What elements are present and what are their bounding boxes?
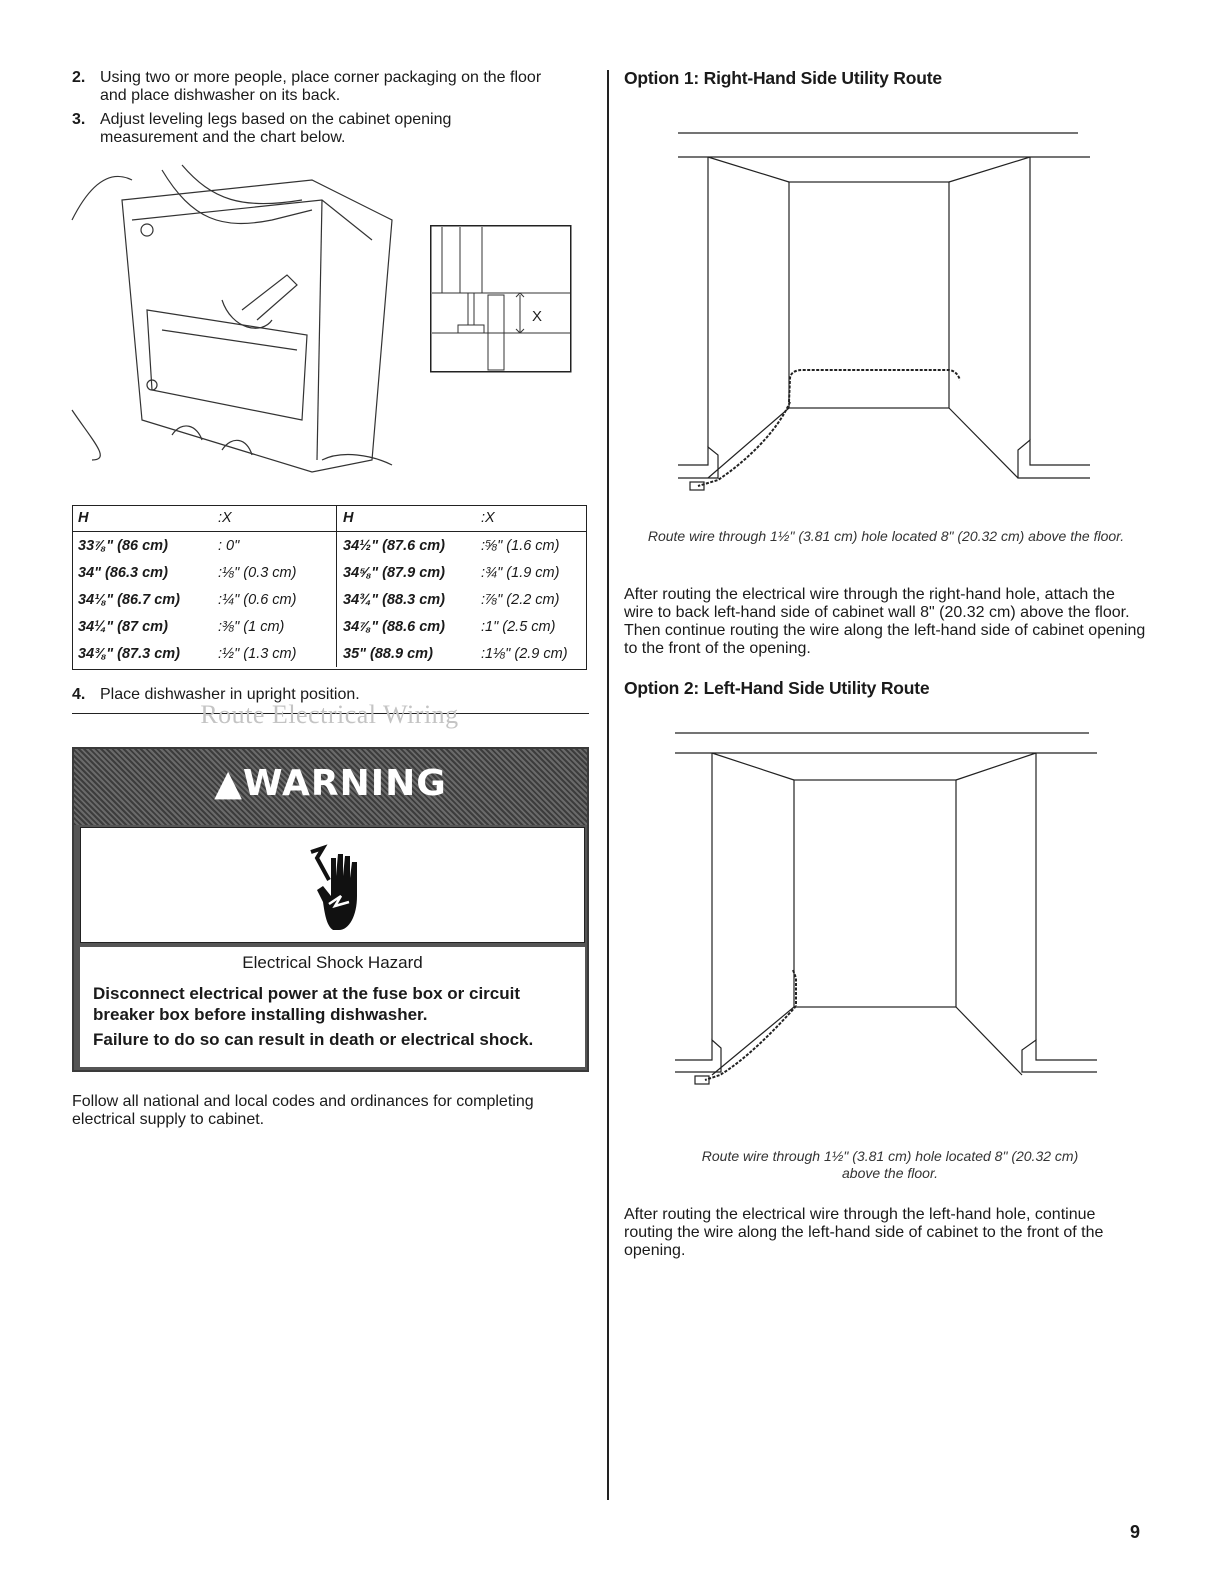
table-cell: :⅜" (1 cm) <box>218 618 285 635</box>
table-row <box>72 586 587 613</box>
warning-box <box>72 747 589 1072</box>
option-2-caption: Route wire through 1½" (3.81 cm) hole located 8" (20.32 cm) above the floor. <box>701 1148 1079 1181</box>
step-4-number: 4. <box>72 686 86 703</box>
electrical-shock-icon <box>309 846 369 932</box>
table-row <box>72 613 587 640</box>
warning-triangle-icon: ▲ <box>214 763 243 804</box>
table-cell: 33⅞" (86 cm) <box>78 537 168 554</box>
option-1-heading: Option 1: Right-Hand Side Utility Route <box>624 68 942 88</box>
table-row <box>72 559 587 586</box>
table-cell: 34⅝" (87.9 cm) <box>337 559 476 586</box>
table-cell: 34¼" (87 cm) <box>78 618 168 635</box>
table-cell: :1⅛" (2.9 cm) <box>481 645 568 662</box>
table-cell: 34¾" (88.3 cm) <box>337 586 476 613</box>
leg-x-label: X <box>532 308 543 325</box>
chart-header-x: :X <box>475 505 587 532</box>
table-cell: :¾" (1.9 cm) <box>481 564 560 581</box>
table-cell: :⅞" (2.2 cm) <box>481 591 560 608</box>
table-cell: :1" (2.5 cm) <box>481 618 556 635</box>
chart-header-x: :X <box>212 505 337 532</box>
option-1-cabinet-diagram <box>678 130 1093 500</box>
table-row <box>72 640 587 667</box>
table-cell: 34⅞" (88.6 cm) <box>337 613 476 640</box>
column-divider <box>607 70 609 1500</box>
step-2-number: 2. <box>72 69 86 86</box>
table-cell: 35" (88.9 cm) <box>337 640 476 667</box>
table-cell: 34⅛" (86.7 cm) <box>78 591 180 608</box>
dishwasher-leveling-illustration <box>72 160 402 480</box>
page-number: 9 <box>1130 1522 1141 1542</box>
warning-message-1: Disconnect electrical power at the fuse box or circuit breaker box before installing dishwasher. <box>93 984 521 1024</box>
chart-header-row <box>72 505 587 532</box>
warning-label-text: WARNING <box>242 763 447 804</box>
warning-text-panel <box>80 947 585 1067</box>
chart-header-h: H <box>72 505 212 532</box>
table-cell: :¼" (0.6 cm) <box>218 591 297 608</box>
table-cell: :⅛" (0.3 cm) <box>218 564 297 581</box>
table-cell: 34½" (87.6 cm) <box>337 532 476 560</box>
table-cell: : 0" <box>218 537 240 554</box>
option-2-body: After routing the electrical wire through the left-hand hole, continue routing the wire along the left-hand side of cabinet to the front of the opening. <box>624 1206 1104 1259</box>
warning-header <box>74 749 587 825</box>
table-cell: 34" (86.3 cm) <box>78 564 168 581</box>
section-title: Route Electrical Wiring <box>200 700 459 729</box>
option-1-caption: Route wire through 1½" (3.81 cm) hole located 8" (20.32 cm) above the floor. <box>647 528 1125 544</box>
option-2-cabinet-diagram <box>675 730 1100 1090</box>
table-cell: :⅝" (1.6 cm) <box>481 537 560 554</box>
warning-icon-panel <box>80 827 585 943</box>
table-cell: :½" (1.3 cm) <box>218 645 297 662</box>
option-2-heading: Option 2: Left-Hand Side Utility Route <box>624 678 930 698</box>
option-1-body: After routing the electrical wire through the right-hand hole, attach the wire to back left-hand side of cabinet wall 8" (20.32 cm) above the floor. Then continue routing the wire along the left-hand side of cabinet opening to the front of the opening. <box>624 586 1146 657</box>
hazard-title: Electrical Shock Hazard <box>242 953 423 972</box>
follow-codes-text: Follow all national and local codes and ordinances for completing electrical supply to cabinet. <box>72 1093 534 1128</box>
warning-message-2: Failure to do so can result in death or electrical shock. <box>93 1030 534 1049</box>
step-4-text: Place dishwasher in upright position. <box>100 686 360 703</box>
warning-label <box>74 763 587 804</box>
step-2-text: Using two or more people, place corner packaging on the floor and place dishwasher on its back. <box>100 69 542 104</box>
leveling-leg-detail <box>430 225 572 373</box>
step-3-number: 3. <box>72 111 86 128</box>
step-3-text: Adjust leveling legs based on the cabinet opening measurement and the chart below. <box>100 111 452 146</box>
table-cell: 34⅜" (87.3 cm) <box>78 645 180 662</box>
table-row <box>72 532 587 560</box>
chart-header-h: H <box>337 505 476 532</box>
leg-height-chart <box>72 505 587 667</box>
